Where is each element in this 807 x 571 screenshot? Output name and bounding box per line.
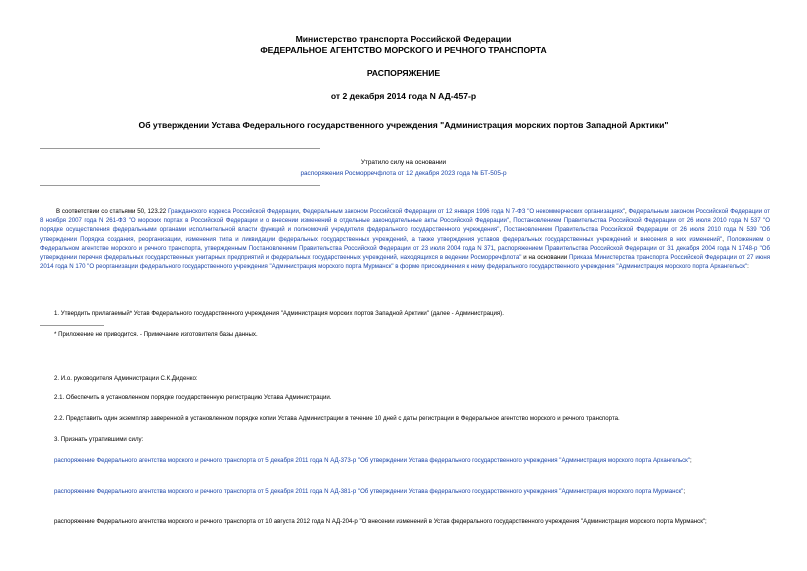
divider-bottom	[40, 185, 320, 186]
repeal-item-2	[40, 487, 770, 496]
item-2-2: 2.2. Представить один экземпляр заверенной в установленном порядке копии Устава Администрации в течение 10 дней с даты регистрации в Федеральное агентство морского и речного транспорта.	[54, 415, 620, 422]
decree-537-link[interactable]: Постановлением Правительства Российской Федерации от 26 июля 2010 года N 537 "О порядке осуществления федеральными органами исполнительной власти функций и полномочий учредителя федерального государственного учреждения"	[40, 217, 770, 234]
order-170-link[interactable]: Приказа Министерства транспорта Российской Федерации от 27 июня 2014 года N 170 "О реорганизации федерального государственного учреждения "Администрация морского порта Мурманск" в форме присоединения к нему федерального государственного учреждения "Администрация морского порта Архангельск"	[40, 254, 771, 271]
document-title: Об утверждении Устава Федерального государственного учреждения "Администрация морских портов Западной Арктики"	[138, 120, 669, 130]
law-7fz-link[interactable]: Федеральным законом Российской Федерации от 12 января 1996 года N 7-ФЗ "О некоммерческих организациях"	[302, 208, 626, 215]
regulation-371-link[interactable]: Положением о Федеральном агентстве морского и речного транспорта, утвержденным Постановлением Правительства Российской Федерации от 23 июля 2004 года N 371	[40, 235, 771, 252]
document-type: РАСПОРЯЖЕНИЕ	[366, 68, 441, 78]
preamble-text: ,	[722, 235, 728, 243]
footnote: * Приложение не приводится. - Примечание изготовителя базы данных.	[54, 331, 258, 338]
repeal-item-3: распоряжение Федерального агентства морского и речного транспорта от 10 августа 2012 года N АД-204-р "О внесении изменений в Устав федерального государственного учреждения "Администрация морского порта Мурманск";	[54, 518, 707, 525]
document-date: от 2 декабря 2014 года N АД-457-р	[330, 91, 477, 101]
repeal-item-1	[40, 456, 770, 465]
preamble-paragraph	[40, 207, 770, 271]
item-2: 2. И.о. руководителя Администрации С.К.Диденко:	[54, 375, 198, 382]
preamble-text: и на основании	[521, 254, 570, 262]
preamble-text: ,	[625, 208, 629, 215]
item-2-1: 2.1. Обеспечить в установленном порядке государственную регистрацию Устава Администрации.	[54, 394, 332, 401]
order-1748-link[interactable]: распоряжением Правительства Российской Федерации от 31 декабря 2004 года N 1748-р "Об утверждении перечня федеральных государственных унитарных предприятий и федеральных государственных учреждений, находящихся в ведении Росморречфлота"	[40, 244, 770, 262]
status-note: Утратило силу на основании	[360, 159, 447, 166]
civil-code-link[interactable]: Гражданского кодекса Российской Федерации	[168, 208, 299, 215]
divider-top	[40, 148, 320, 149]
law-261fz-link[interactable]: Федеральным законом Российской Федерации от 8 ноября 2007 года N 261-ФЗ "О морских портах в Российской Федерации и о внесении изменений в отдельные законодательные акты Российской Федерации"	[40, 208, 770, 225]
preamble-text: ,	[494, 244, 498, 252]
ministry-name: Министерство транспорта Российской Федерации	[295, 34, 512, 44]
preamble-text: ,	[509, 217, 514, 225]
preamble-text: :	[747, 263, 749, 271]
repeal-tail: ;	[690, 457, 692, 464]
preamble-text: ,	[499, 226, 505, 234]
repeal-381-link[interactable]: распоряжение Федерального агентства морского и речного транспорта от 5 декабря 2011 года N АД-381-р "Об утверждении Устава федерального государственного учреждения "Администрация морского порта Мурманск"	[54, 488, 684, 495]
footnote-divider	[40, 325, 104, 326]
repeal-373-link[interactable]: распоряжение Федерального агентства морского и речного транспорта от 5 декабря 2011 года N АД-373-р "Об утверждении Устава федерального государственного учреждения "Администрация морского порта Архангельск"	[54, 457, 690, 464]
repeal-tail: ;	[683, 488, 686, 495]
status-link[interactable]: распоряжения Росморречфлота от 12 декабря 2023 года № БТ-505-р	[300, 170, 507, 177]
item-1: 1. Утвердить прилагаемый* Устав Федерального государственного учреждения "Администрация морских портов Западной Арктики" (далее - Администрация).	[54, 310, 504, 317]
item-3: 3. Признать утратившими силу:	[54, 436, 144, 443]
preamble-text: ,	[298, 208, 303, 215]
agency-name: ФЕДЕРАЛЬНОЕ АГЕНТСТВО МОРСКОГО И РЕЧНОГО ТРАНСПОРТА	[260, 45, 547, 55]
preamble-text: В соответствии со статьями 50, 123.22	[56, 208, 169, 215]
decree-539-link[interactable]: Постановлением Правительства Российской Федерации от 26 июля 2010 года N 539 "Об утверждении Порядка создания, реорганизации, изменения типа и ликвидации федеральных государственных учреждений, а также утверждения уставов федеральных государственных учреждений и внесения в них изменений"	[40, 226, 770, 243]
